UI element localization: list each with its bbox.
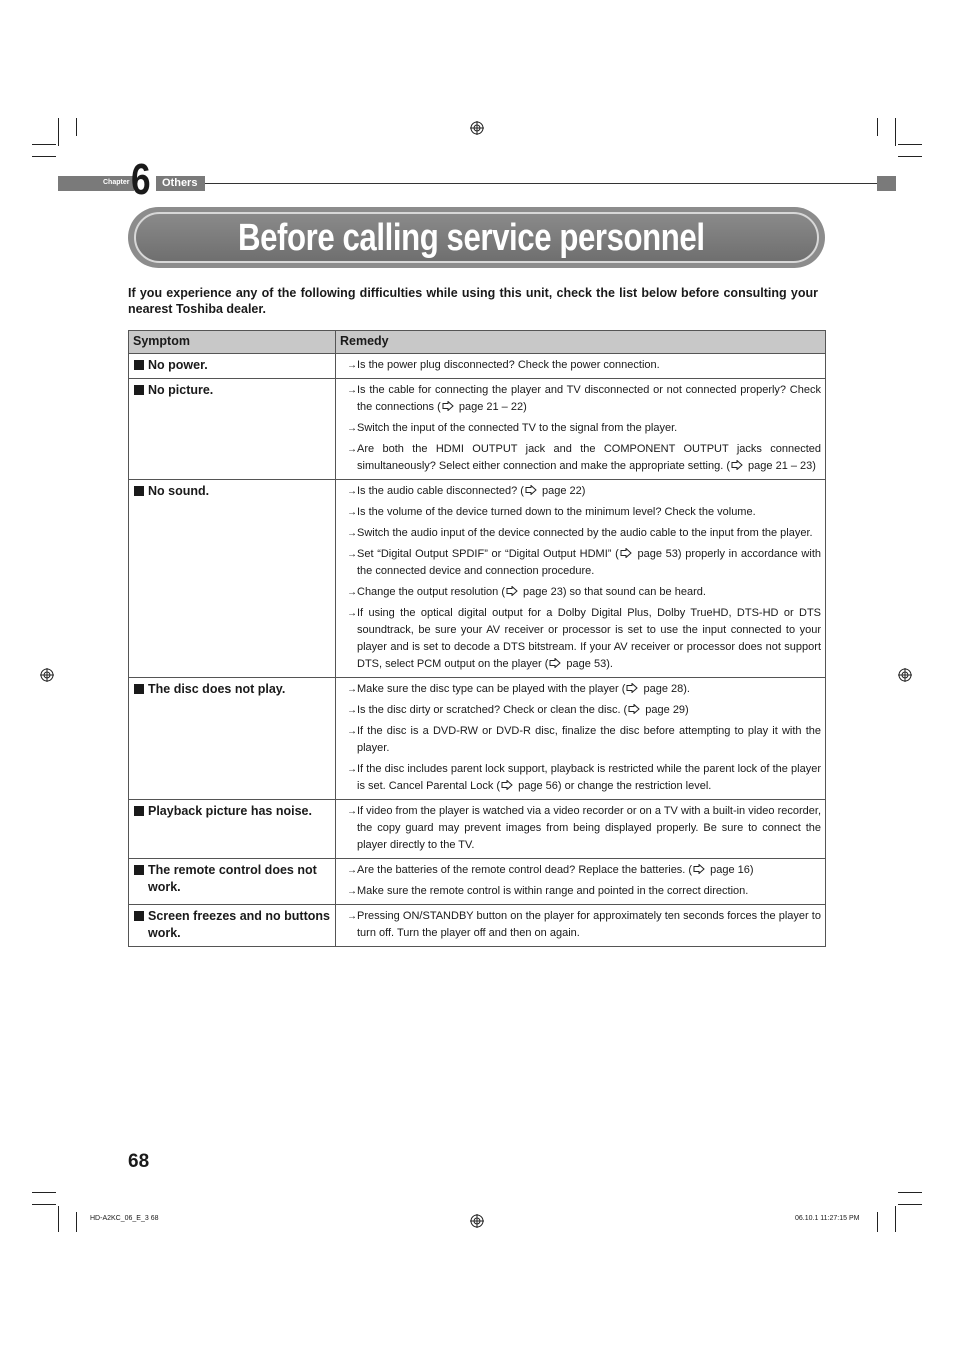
table-row — [129, 379, 826, 480]
chapter-rule — [205, 183, 878, 184]
table-header-row — [129, 331, 826, 354]
footer-timestamp: 06.10.1 11:27:15 PM — [795, 1215, 860, 1222]
registration-mark-icon — [470, 1214, 484, 1228]
page-reference-icon — [626, 683, 638, 693]
arrow-icon: → — [347, 726, 357, 737]
remedy-text — [357, 504, 821, 521]
arrow-icon: → — [347, 608, 357, 619]
remedy-text-part: Is the disc dirty or scratched? Check or clean the disc. ( — [357, 704, 628, 716]
remedy-text — [357, 525, 821, 542]
crop-mark — [32, 1204, 56, 1205]
symptom-text: The disc does not play. — [148, 682, 286, 696]
remedy-text-part: page 28). — [640, 683, 690, 695]
remedy-item — [342, 723, 821, 757]
table-row — [129, 800, 826, 859]
remedy-text-part: Change the output resolution ( — [357, 586, 505, 598]
remedy-item — [342, 862, 821, 879]
remedy-text-part: Are the batteries of the remote control dead? Replace the batteries. ( — [357, 864, 693, 876]
page-reference-icon — [731, 460, 743, 470]
crop-mark — [76, 118, 77, 136]
remedy-text — [357, 605, 821, 673]
footer-file-info: HD-A2KC_06_E_3 68 — [90, 1215, 159, 1222]
remedy-item — [342, 382, 821, 416]
symptom-text: The remote control does not work. — [148, 863, 317, 894]
remedy-text-part: Is the audio cable disconnected? ( — [357, 485, 524, 497]
symptom-header: Symptom — [129, 331, 336, 354]
remedy-text-part: page 56) or change the restriction level. — [515, 780, 712, 792]
crop-mark — [32, 1192, 56, 1193]
remedy-item — [342, 584, 821, 601]
remedy-text-part: If the disc includes parent lock support, playback is restricted while the parent lock of the player is set. Cancel Parental Lock ( — [357, 763, 821, 792]
page-reference-icon — [693, 864, 705, 874]
registration-mark-icon — [470, 121, 484, 135]
remedy-text-part: If the disc is a DVD-RW or DVD-R disc, finalize the disc before attempting to play it with the player. — [357, 725, 821, 754]
remedy-text-part: Is the power plug disconnected? Check the power connection. — [357, 359, 660, 371]
remedy-item — [342, 605, 821, 673]
remedy-item — [342, 883, 821, 900]
bullet-square-icon — [134, 486, 144, 496]
arrow-icon: → — [347, 486, 357, 497]
table-row — [129, 354, 826, 379]
chapter-label: Others — [162, 177, 198, 189]
remedy-text-part: page 23) so that sound can be heard. — [520, 586, 706, 598]
remedy-cell — [336, 379, 826, 480]
page-reference-icon — [506, 586, 518, 596]
arrow-icon: → — [347, 886, 357, 897]
registration-mark-icon — [40, 668, 54, 682]
remedy-text-part: Pressing ON/STANDBY button on the player for approximately ten seconds forces the player to turn off. Turn the player off and then on again. — [357, 910, 821, 939]
remedy-cell — [336, 354, 826, 379]
table-row — [129, 480, 826, 678]
remedy-header: Remedy — [336, 331, 826, 354]
bullet-square-icon — [134, 684, 144, 694]
bullet-square-icon — [134, 385, 144, 395]
arrow-icon: → — [347, 587, 357, 598]
remedy-cell — [336, 800, 826, 859]
remedy-item — [342, 525, 821, 542]
remedy-text — [357, 382, 821, 416]
remedy-text — [357, 546, 821, 580]
symptom-text: No picture. — [148, 383, 214, 397]
remedy-text-part: If video from the player is watched via a video recorder or on a TV with a built-in video recorder, the copy guard may prevent images from being displayed properly. Be sure to connect the player directly to the TV. — [357, 805, 821, 851]
remedy-text-part: page 21 – 22) — [455, 401, 527, 413]
arrow-icon: → — [347, 911, 357, 922]
crop-mark — [898, 1204, 922, 1205]
page-reference-icon — [501, 780, 513, 790]
arrow-icon: → — [347, 549, 357, 560]
remedy-item — [342, 546, 821, 580]
remedy-text — [357, 483, 821, 500]
remedy-item — [342, 483, 821, 500]
remedy-text — [357, 584, 821, 601]
crop-mark — [877, 1212, 878, 1232]
remedy-text — [357, 681, 821, 698]
registration-mark-icon — [898, 668, 912, 682]
chapter-end-bar — [877, 176, 896, 191]
remedy-text-part: Switch the input of the connected TV to the signal from the player. — [357, 422, 678, 434]
crop-mark — [898, 156, 922, 157]
remedy-cell — [336, 480, 826, 678]
symptom-cell — [129, 800, 336, 859]
arrow-icon: → — [347, 507, 357, 518]
crop-mark — [58, 1206, 59, 1232]
remedy-text — [357, 803, 821, 854]
remedy-text — [357, 723, 821, 757]
table-row — [129, 859, 826, 905]
remedy-item — [342, 761, 821, 795]
crop-mark — [877, 118, 878, 136]
table-row — [129, 678, 826, 800]
bullet-square-icon — [134, 865, 144, 875]
arrow-icon: → — [347, 684, 357, 695]
remedy-text — [357, 702, 821, 719]
crop-mark — [76, 1212, 77, 1232]
remedy-item — [342, 681, 821, 698]
remedy-text-part: Is the volume of the device turned down to the minimum level? Check the volume. — [357, 506, 756, 518]
remedy-text — [357, 420, 821, 437]
remedy-item — [342, 420, 821, 437]
symptom-text: Playback picture has noise. — [148, 804, 312, 818]
arrow-icon: → — [347, 705, 357, 716]
troubleshooting-table — [128, 330, 826, 947]
remedy-item — [342, 357, 821, 374]
crop-mark — [58, 118, 59, 146]
arrow-icon: → — [347, 806, 357, 817]
remedy-text — [357, 357, 821, 374]
crop-mark — [898, 144, 922, 145]
symptom-cell — [129, 859, 336, 905]
remedy-text-part: If using the optical digital output for a Dolby Digital Plus, Dolby TrueHD, DTS-HD or DTS soundtrack, be sure your AV receiver or processor is set to use the input connected to your player and is set to decode a DTS bitstream. If your AV receiver or processor does not support DTS, select PCM output on the player ( — [357, 607, 821, 670]
arrow-icon: → — [347, 423, 357, 434]
page-reference-icon — [442, 401, 454, 411]
crop-mark — [895, 1206, 896, 1232]
arrow-icon: → — [347, 528, 357, 539]
remedy-text-part: Set “Digital Output SPDIF” or “Digital Output HDMI” ( — [357, 548, 619, 560]
page-number: 68 — [128, 1151, 150, 1172]
arrow-icon: → — [347, 385, 357, 396]
symptom-text: No power. — [148, 358, 208, 372]
remedy-text-part: page 22) — [538, 485, 586, 497]
bullet-square-icon — [134, 360, 144, 370]
crop-mark — [898, 1192, 922, 1193]
crop-mark — [32, 144, 56, 145]
chapter-number: 6 — [131, 155, 151, 204]
symptom-cell — [129, 905, 336, 947]
remedy-text-part: page 21 – 23) — [745, 460, 816, 472]
remedy-text-part: Make sure the disc type can be played with the player ( — [357, 683, 626, 695]
arrow-icon: → — [347, 360, 357, 371]
remedy-text-part: Switch the audio input of the device connected by the audio cable to the input from the player. — [357, 527, 813, 539]
remedy-text-part: Make sure the remote control is within range and pointed in the correct direction. — [357, 885, 749, 897]
remedy-text — [357, 862, 821, 879]
remedy-cell — [336, 905, 826, 947]
remedy-text-part: page 29) — [642, 704, 689, 716]
symptom-text: No sound. — [148, 484, 210, 498]
arrow-icon: → — [347, 444, 357, 455]
remedy-text-part: page 16) — [707, 864, 754, 876]
remedy-item — [342, 441, 821, 475]
page-title: Before calling service personnel — [238, 217, 705, 259]
remedy-text — [357, 883, 821, 900]
bullet-square-icon — [134, 806, 144, 816]
arrow-icon: → — [347, 865, 357, 876]
symptom-text: Screen freezes and no buttons work. — [148, 909, 330, 940]
page-reference-icon — [620, 548, 632, 558]
remedy-item — [342, 908, 821, 942]
symptom-cell — [129, 480, 336, 678]
remedy-item — [342, 504, 821, 521]
remedy-text-part: Are both the HDMI OUTPUT jack and the COMPONENT OUTPUT jacks connected simultaneously? Select either connection and make the appropriate setting. ( — [357, 443, 821, 472]
remedy-text-part: page 53). — [563, 658, 613, 670]
symptom-cell — [129, 678, 336, 800]
remedy-item — [342, 803, 821, 854]
table-row — [129, 905, 826, 947]
arrow-icon: → — [347, 764, 357, 775]
bullet-square-icon — [134, 911, 144, 921]
remedy-item — [342, 702, 821, 719]
remedy-text — [357, 908, 821, 942]
chapter-word: Chapter — [103, 179, 130, 186]
remedy-text — [357, 761, 821, 795]
page-reference-icon — [525, 485, 537, 495]
remedy-cell — [336, 678, 826, 800]
remedy-text — [357, 441, 821, 475]
symptom-cell — [129, 379, 336, 480]
page-reference-icon — [549, 658, 561, 668]
remedy-text-part: Is the cable for connecting the player and TV disconnected or not connected properly? Check the connections ( — [357, 384, 821, 413]
remedy-text-part: page 53) properly in accordance with the connected device and connection procedure. — [357, 548, 821, 577]
symptom-cell — [129, 354, 336, 379]
crop-mark — [895, 118, 896, 146]
remedy-cell — [336, 859, 826, 905]
crop-mark — [32, 156, 56, 157]
page-reference-icon — [628, 704, 640, 714]
intro-text: If you experience any of the following difficulties while using this unit, check the list below before consulting your nearest Toshiba dealer. — [128, 286, 818, 316]
